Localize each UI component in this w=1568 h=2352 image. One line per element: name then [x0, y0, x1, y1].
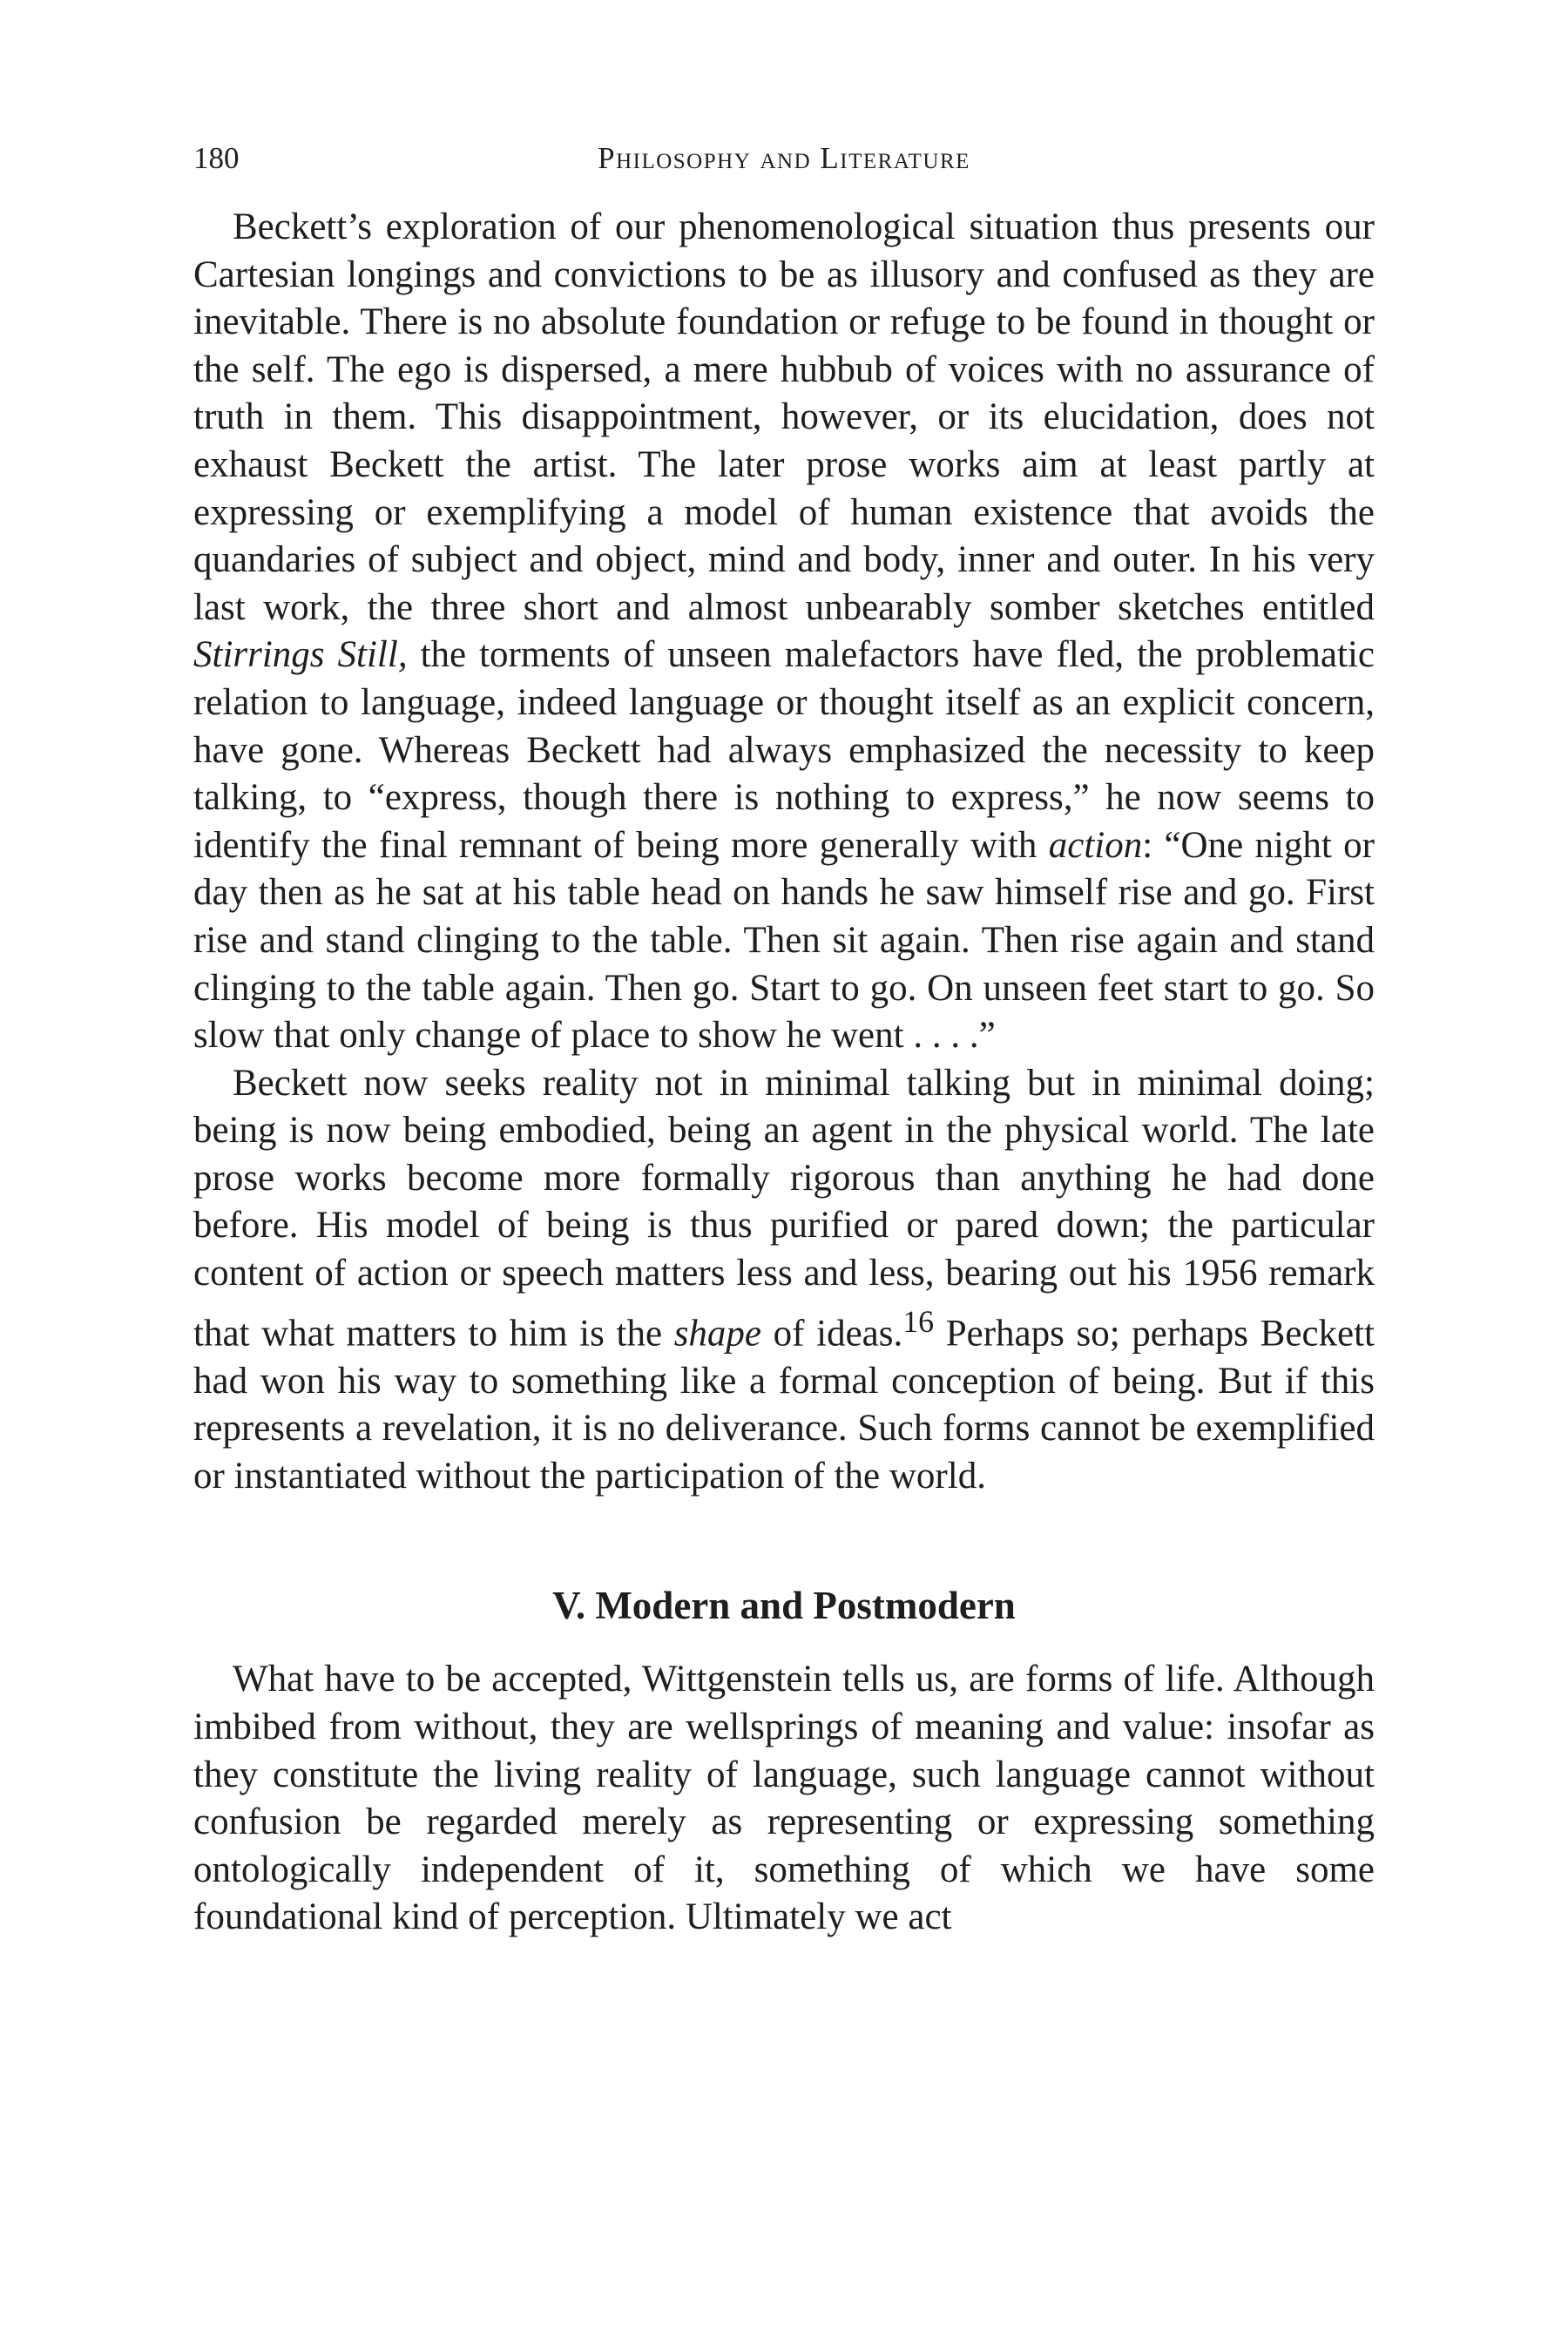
body-text	[193, 204, 1375, 1942]
footnote-ref-16: 16	[902, 1303, 935, 1339]
paragraph-text: of ideas.	[761, 1312, 903, 1354]
paragraph-text: the torments of unseen malefactors have fled, the problematic relation to language, indeed language or thought itself as an explicit concern, have gone. Whereas Beckett had always emphasized the necessity to keep talking, to “express, though there is nothing to express,” he now seems to identify the final remnant of being more generally with	[193, 634, 1375, 866]
paragraph-2	[193, 1060, 1375, 1501]
journal-title: Philosophy and Literature	[598, 141, 970, 175]
running-head	[193, 132, 1375, 185]
section-heading: V. Modern and Postmodern	[552, 1584, 1016, 1628]
paragraph-text: Beckett now seeks reality not in minimal talking but in minimal doing; being is now being embodied, being an agent in the physical world. The late prose works become more formally rigorous than anything he had done before. His model of being is thus purified or pared down; the particular content of action or speech matters less and less, bearing out his 1956 remark that what matters to him is the	[193, 1062, 1375, 1354]
paragraph-text: Beckett’s exploration of our phenomenological situation thus presents our Cartesian longings and convictions to be as illusory and confused as they are inevitable. There is no absolute foundation or refuge to be found in thought or the self. The ego is dispersed, a mere hubbub of voices with no assurance of truth in them. This disappointment, however, or its elucidation, does not exhaust Beckett the artist. The later prose works aim at least partly at expressing or exemplifying a model of human existence that avoids the quandaries of subject and object, mind and body, inner and outer. In his very last work, the three short and almost unbearably somber sketches entitled	[193, 206, 1375, 628]
emphasis-italic: action	[1048, 824, 1143, 866]
emphasis-italic: shape	[673, 1312, 762, 1354]
page	[193, 132, 1375, 1942]
paragraph-1	[193, 204, 1375, 1060]
paragraph-3	[193, 1656, 1375, 1942]
book-title-italic: Stirrings Still,	[193, 634, 408, 676]
paragraph-text: : “One night or day then as he sat at his table head on hands he saw himself rise and go. First rise and stand clinging to the table. Then sit again. Then rise again and stand clinging to the table again. Then go. Start to go. On unseen feet start to go. So slow that only change of place to show he went . . . .”	[193, 824, 1375, 1057]
page-number: 180	[193, 141, 240, 175]
paragraph-text: What have to be accepted, Wittgenstein tells us, are forms of life. Although imbibed from without, they are wellsprings of meaning and value: insofar as they constitute the living reality of language, such language cannot without confusion be regarded merely as representing or expressing something ontologically independent of it, something of which we have some foundational kind of perception. Ultimately we act	[193, 1659, 1375, 1938]
paragraph-text: Perhaps so; perhaps Beckett had won his way to something like a formal conception of being. But if this represents a revelation, it is no deliverance. Such forms cannot be exemplified or instantiated without the participation of the world.	[193, 1312, 1375, 1497]
